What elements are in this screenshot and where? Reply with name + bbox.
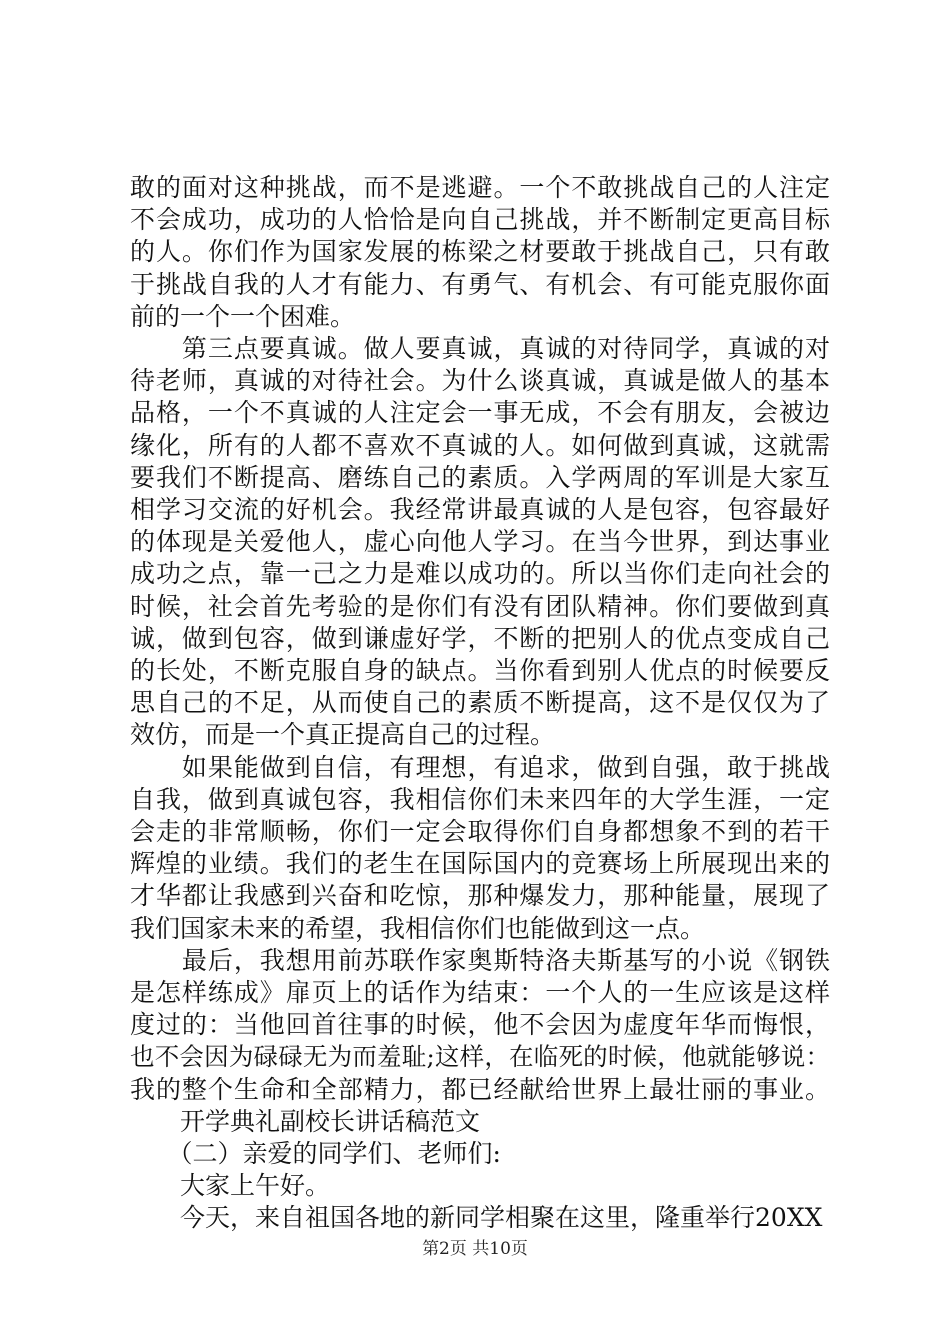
text-line: 思自己的不足，从而使自己的素质不断提高，这不是仅仅为了	[130, 688, 830, 717]
text-line: 的人。你们作为国家发展的栋梁之材要敢于挑战自己，只有敢	[130, 237, 830, 266]
text-line: 时候，社会首先考验的是你们有没有团队精神。你们要做到真	[130, 592, 830, 621]
text-line: 才华都让我感到兴奋和吃惊，那种爆发力，那种能量，展现了	[130, 881, 830, 910]
text-line: 要我们不断提高、磨练自己的素质。入学两周的军训是大家互	[130, 463, 830, 492]
text-line: 是怎样练成》扉页上的话作为结束：一个人的一生应该是这样	[130, 978, 830, 1007]
text-line: 今天，来自祖国各地的新同学相聚在这里，隆重举行20XX	[130, 1203, 823, 1232]
text-line: （二）亲爱的同学们、老师们:	[130, 1139, 501, 1168]
text-line: 效仿，而是一个真正提高自己的过程。	[130, 720, 556, 749]
text-line: 第三点要真诚。做人要真诚，真诚的对待同学，真诚的对	[130, 334, 830, 363]
text-line: 敢的面对这种挑战，而不是逃避。一个不敢挑战自己的人注定	[130, 173, 830, 202]
text-line: 我们国家未来的希望，我相信你们也能做到这一点。	[130, 914, 706, 943]
text-line: 辉煌的业绩。我们的老生在国际国内的竞赛场上所展现出来的	[130, 849, 830, 878]
page-number-label: 第2页 共10页	[422, 1239, 528, 1259]
text-line: 诚，做到包容，做到谦虚好学，不断的把别人的优点变成自己	[130, 624, 830, 653]
text-line: 最后，我想用前苏联作家奥斯特洛夫斯基写的小说《钢铁	[130, 946, 830, 975]
text-line: 的体现是关爱他人，虚心向他人学习。在当今世界，到达事业	[130, 527, 830, 556]
text-line: 如果能做到自信，有理想，有追求，做到自强，敢于挑战	[130, 753, 830, 782]
text-line: 自我，做到真诚包容，我相信你们未来四年的大学生涯，一定	[130, 785, 830, 814]
text-line: 我的整个生命和全部精力，都已经献给世界上最壮丽的事业。	[130, 1075, 830, 1104]
text-line: 也不会因为碌碌无为而羞耻;这样，在临死的时候，他就能够说：	[130, 1042, 830, 1071]
text-line: 大家上午好。	[130, 1171, 331, 1200]
text-line: 不会成功，成功的人恰恰是向自己挑战，并不断制定更高目标	[130, 205, 830, 234]
text-line: 成功之点，靠一己之力是难以成功的。所以当你们走向社会的	[130, 559, 830, 588]
text-line: 待老师，真诚的对待社会。为什么谈真诚，真诚是做人的基本	[130, 366, 830, 395]
text-line: 于挑战自我的人才有能力、有勇气、有机会、有可能克服你面	[130, 270, 830, 299]
heading-line: 开学典礼副校长讲话稿范文	[130, 1107, 481, 1136]
text-line: 度过的：当他回首往事的时候，他不会因为虚度年华而悔恨，	[130, 1010, 830, 1039]
text-line: 相学习交流的好机会。我经常讲最真诚的人是包容，包容最好	[130, 495, 830, 524]
text-line: 前的一个一个困难。	[130, 302, 356, 331]
text-line: 缘化，所有的人都不喜欢不真诚的人。如何做到真诚，这就需	[130, 431, 830, 460]
text-line: 会走的非常顺畅，你们一定会取得你们自身都想象不到的若干	[130, 817, 830, 846]
text-line: 品格，一个不真诚的人注定会一事无成，不会有朋友，会被边	[130, 398, 830, 427]
page-footer	[0, 1238, 950, 1260]
text-line: 的长处，不断克服自身的缺点。当你看到别人优点的时候要反	[130, 656, 830, 685]
